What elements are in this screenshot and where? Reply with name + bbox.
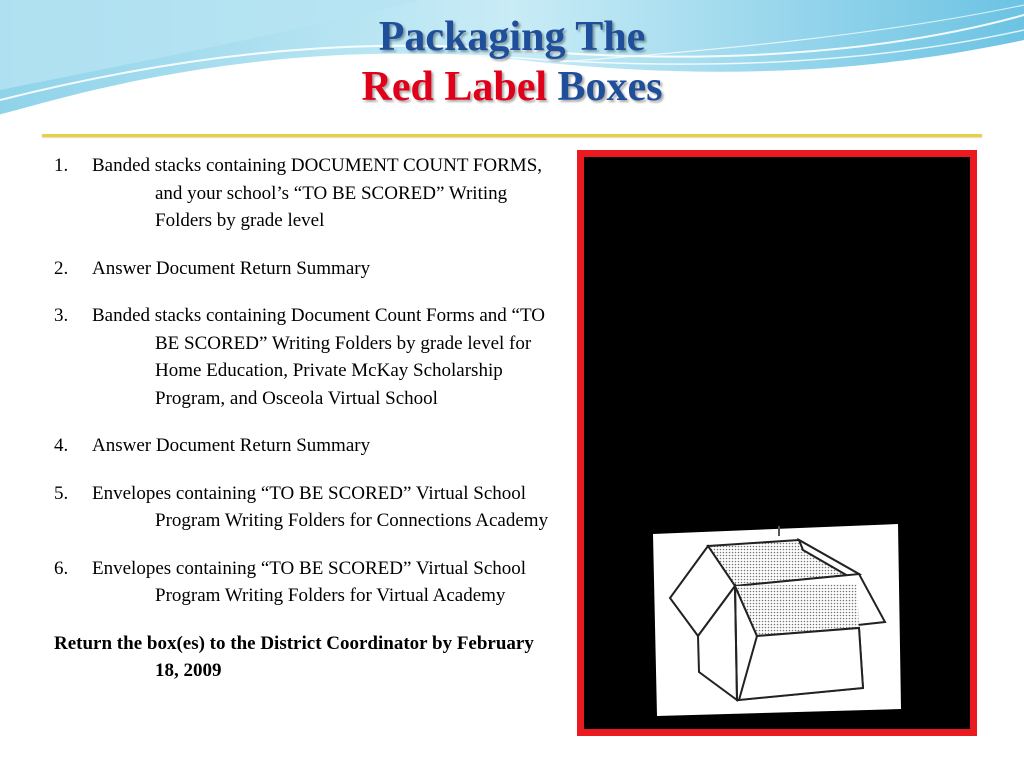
list-item-text: Banded stacks containing DOCUMENT COUNT FORMS, and your school’s “TO BE SCORED” Writing Folders by grade level [92,155,543,231]
list-item-text: Answer Document Return Summary [92,435,371,456]
list-item [54,152,559,235]
list-item [54,432,559,460]
title-line-1: Packaging The [378,14,646,60]
list-item-text: Answer Document Return Summary [92,257,371,279]
title-divider [42,134,982,137]
instruction-list [54,152,559,685]
list-item-text: Envelopes containing “TO BE SCORED” Virtual School Program Writing Folders for Virtual Academy [92,557,527,606]
title-boxes-text: Boxes [557,64,663,110]
return-note: Return the box(es) to the District Coordinator by February 18, 2009 [54,632,534,681]
list-item [54,255,559,283]
title-red-label-text: Red Label [361,64,547,110]
list-item [54,302,559,412]
list-item-number: 4. [54,435,69,456]
list-item [54,480,559,535]
slide-title [0,12,1024,112]
list-item-number: 6. [54,557,69,579]
list-item [54,555,559,610]
list-item-number: 5. [54,482,69,504]
list-item-number: 1. [54,155,69,176]
list-item-number: 3. [54,305,69,326]
list-item-number: 2. [54,257,69,279]
title-line-2 [0,62,1024,112]
list-item-text: Banded stacks containing Document Count Forms and “TO BE SCORED” Writing Folders by grade level for Home Education, Private McKay Scholarship Program, and Osceola Virtual School [92,305,545,409]
list-item-text: Envelopes containing “TO BE SCORED” Virtual School Program Writing Folders for Connections Academy [92,482,549,531]
open-box-illustration [653,524,901,716]
